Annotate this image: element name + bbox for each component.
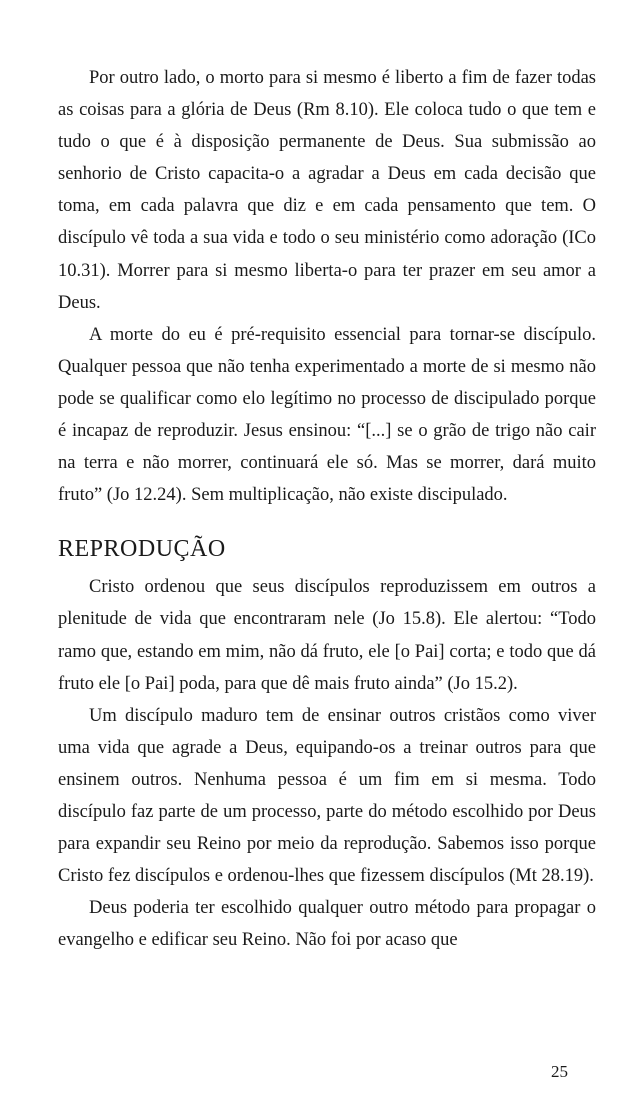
section-2-text [58, 571, 596, 956]
section-heading: REPRODUÇÃO [58, 536, 226, 563]
section-1-text [58, 62, 596, 511]
page-body [58, 62, 596, 956]
paragraph: Um discípulo maduro tem de ensinar outros cristãos como viver uma vida que agrade a Deus, equipando-os a treinar outros para que ensinem outros. Nenhuma pessoa é um fim em si mesma. Todo discípulo faz parte de um processo, parte do método escolhido por Deus para expandir seu Reino por meio da reprodução. Sabemos isso porque Cristo fez discípulos e ordenou-lhes que fizessem discípulos (Mt 28.19). [58, 705, 596, 887]
paragraph: Deus poderia ter escolhido qualquer outro método para propagar o evangelho e edificar seu Reino. Não foi por acaso que [58, 898, 596, 951]
paragraph: A morte do eu é pré-requisito essencial para tornar-se discípulo. Qualquer pessoa que não tenha experimentado a morte de si mesmo não pode se qualificar como elo legítimo no processo de discipulado porque é incapaz de reproduzir. Jesus ensinou: “[...] se o grão de trigo não cair na terra e não morrer, continuará ele só. Mas se morrer, dará muito fruto” (Jo 12.24). Sem multiplicação, não existe discipulado. [58, 324, 596, 506]
paragraph: Por outro lado, o morto para si mesmo é liberto a fim de fazer todas as coisas para a glória de Deus (Rm 8.10). Ele coloca tudo o que tem e tudo o que é à disposição permanente de Deus. Sua submissão ao senhorio de Cristo capacita-o a agradar a Deus em cada decisão que toma, em cada palavra que diz e em cada pensamento que tem. O discípulo vê toda a sua vida e todo o seu ministério como adoração (ICo 10.31). Morrer para si mesmo liberta-o para ter prazer em seu amor a Deus. [58, 68, 596, 313]
page-number: 25 [551, 1062, 568, 1081]
paragraph: Cristo ordenou que seus discípulos reproduzissem em outros a plenitude de vida que encontraram nele (Jo 15.8). Ele alertou: “Todo ramo que, estando em mim, não dá fruto, ele [o Pai] corta; e todo que dá fruto ele [o Pai] poda, para que dê mais fruto ainda” (Jo 15.2). [58, 577, 596, 694]
